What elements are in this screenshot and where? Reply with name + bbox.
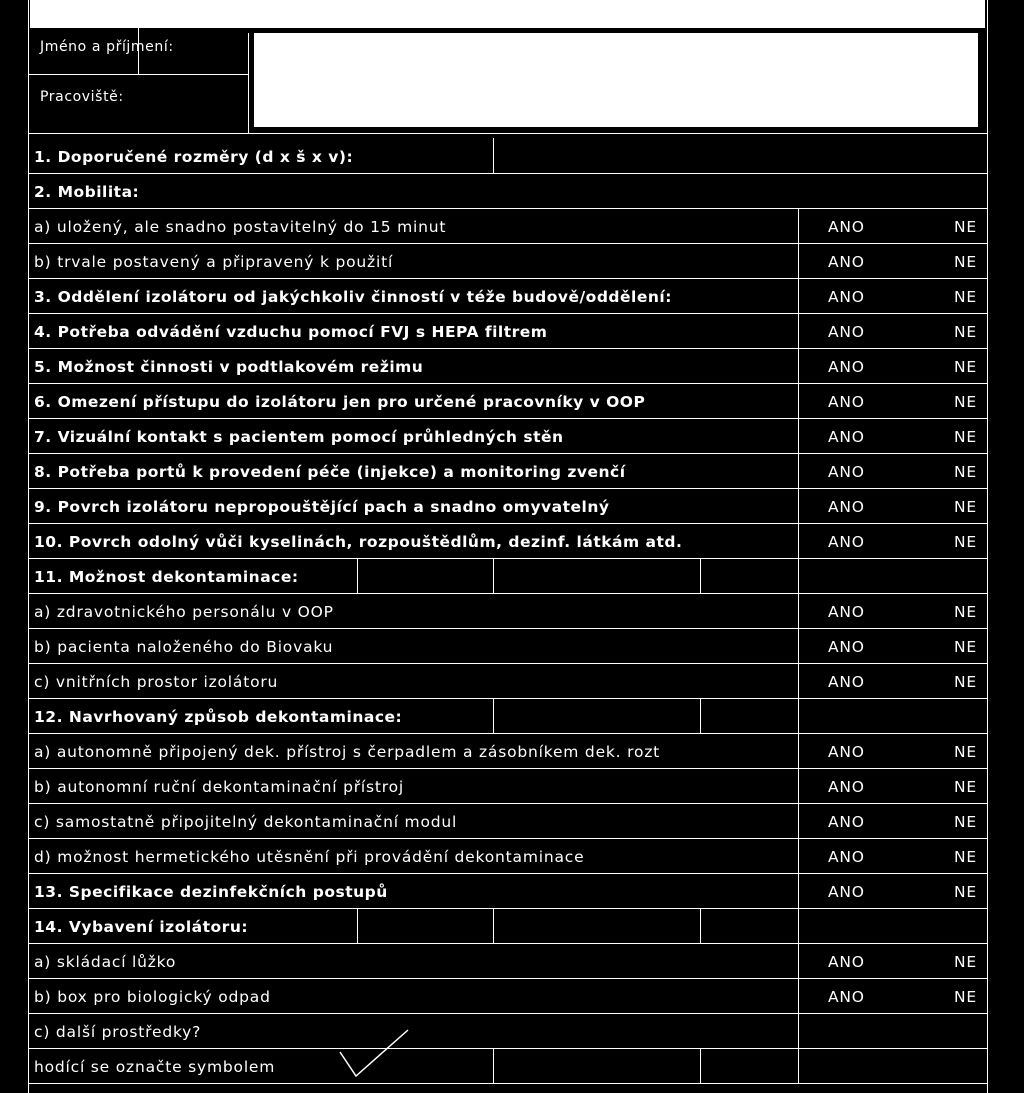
answer-column-divider: [798, 978, 799, 1013]
row-divider: [28, 1083, 987, 1084]
empty-cell-divider: [493, 138, 494, 173]
header-divider: [248, 33, 249, 133]
answer-no-option[interactable]: NE: [954, 498, 977, 516]
answer-yes-option[interactable]: ANO: [828, 498, 865, 516]
row-divider: [28, 733, 987, 734]
answer-yes-option[interactable]: ANO: [828, 428, 865, 446]
row-label: 14. Vybavení izolátoru:: [34, 918, 249, 936]
row-label: b) trvale postavený a připravený k použití: [34, 253, 394, 271]
left-border: [28, 0, 29, 1093]
row-label: hodící se označte symbolem: [34, 1058, 276, 1076]
empty-cell-divider: [798, 1048, 799, 1083]
answer-column-divider: [798, 488, 799, 523]
answer-no-option[interactable]: NE: [954, 778, 977, 796]
row-divider: [28, 663, 987, 664]
row-label: c) vnitřních prostor izolátoru: [34, 673, 279, 691]
empty-cell-divider: [700, 908, 701, 943]
answer-column-divider: [798, 873, 799, 908]
empty-cell-divider: [798, 1013, 799, 1048]
row-divider: [28, 1013, 987, 1014]
empty-cell-divider: [493, 908, 494, 943]
answer-yes-option[interactable]: ANO: [828, 323, 865, 341]
empty-cell-divider: [700, 558, 701, 593]
empty-cell-divider: [493, 698, 494, 733]
row-divider: [28, 908, 987, 909]
row-label: 3. Oddělení izolátoru od jakýchkoliv činností v téže budově/oddělení:: [34, 288, 672, 306]
empty-cell-divider: [493, 1048, 494, 1083]
row-label: 5. Možnost činnosti v podtlakovém režimu: [34, 358, 424, 376]
answer-yes-option[interactable]: ANO: [828, 358, 865, 376]
answer-yes-option[interactable]: ANO: [828, 393, 865, 411]
answer-column-divider: [798, 768, 799, 803]
answer-no-option[interactable]: NE: [954, 988, 977, 1006]
answer-no-option[interactable]: NE: [954, 743, 977, 761]
row-label: c) samostatně připojitelný dekontaminační modul: [34, 813, 458, 831]
answer-yes-option[interactable]: ANO: [828, 253, 865, 271]
answer-no-option[interactable]: NE: [954, 848, 977, 866]
row-divider: [28, 418, 987, 419]
row-divider: [28, 208, 987, 209]
empty-cell-divider: [357, 908, 358, 943]
answer-column-divider: [798, 383, 799, 418]
answer-no-option[interactable]: NE: [954, 463, 977, 481]
row-label: 6. Omezení přístupu do izolátoru jen pro určené pracovníky v OOP: [34, 393, 646, 411]
answer-column-divider: [798, 278, 799, 313]
answer-column-divider: [798, 663, 799, 698]
answer-no-option[interactable]: NE: [954, 393, 977, 411]
row-divider: [28, 803, 987, 804]
answer-yes-option[interactable]: ANO: [828, 813, 865, 831]
answer-column-divider: [798, 208, 799, 243]
header-row-line: [28, 74, 248, 75]
answer-yes-option[interactable]: ANO: [828, 603, 865, 621]
empty-cell-divider: [357, 558, 358, 593]
row-label: b) autonomní ruční dekontaminační přístroj: [34, 778, 405, 796]
answer-column-divider: [798, 628, 799, 663]
row-divider: [28, 768, 987, 769]
answer-column-divider: [798, 453, 799, 488]
answer-no-option[interactable]: NE: [954, 358, 977, 376]
row-divider: [28, 1048, 987, 1049]
row-divider: [28, 348, 987, 349]
answer-column-divider: [798, 803, 799, 838]
answer-column-divider: [798, 313, 799, 348]
row-label: d) možnost hermetického utěsnění při provádění dekontaminace: [34, 848, 585, 866]
empty-cell-divider: [798, 698, 799, 733]
row-label: 1. Doporučené rozměry (d x š x v):: [34, 148, 354, 166]
empty-cell-divider: [798, 558, 799, 593]
answer-column-divider: [798, 418, 799, 453]
row-divider: [28, 943, 987, 944]
answer-yes-option[interactable]: ANO: [828, 218, 865, 236]
workplace-label: Pracoviště:: [40, 89, 124, 105]
row-divider: [28, 873, 987, 874]
answer-no-option[interactable]: NE: [954, 218, 977, 236]
answer-column-divider: [798, 733, 799, 768]
answer-column-divider: [798, 523, 799, 558]
row-divider: [28, 173, 987, 174]
header-bottom-line: [28, 133, 987, 134]
row-divider: [28, 523, 987, 524]
answer-yes-option[interactable]: ANO: [828, 988, 865, 1006]
answer-yes-option[interactable]: ANO: [828, 638, 865, 656]
empty-cell-divider: [700, 1048, 701, 1083]
answer-no-option[interactable]: NE: [954, 953, 977, 971]
answer-column-divider: [798, 243, 799, 278]
row-label: 8. Potřeba portů k provedení péče (injekce) a monitoring zvenčí: [34, 463, 626, 481]
answer-column-divider: [798, 943, 799, 978]
row-label: a) autonomně připojený dek. přístroj s čerpadlem a zásobníkem dek. rozt: [34, 743, 661, 761]
answer-no-option[interactable]: NE: [954, 533, 977, 551]
answer-no-option[interactable]: NE: [954, 323, 977, 341]
answer-yes-option[interactable]: ANO: [828, 743, 865, 761]
row-label: 10. Povrch odolný vůči kyselinách, rozpouštědlům, dezinf. látkám atd.: [34, 533, 683, 551]
answer-column-divider: [798, 838, 799, 873]
answer-no-option[interactable]: NE: [954, 813, 977, 831]
row-label: 4. Potřeba odvádění vzduchu pomocí FVJ s HEPA filtrem: [34, 323, 548, 341]
row-divider: [28, 698, 987, 699]
checkmark-icon: [338, 1028, 412, 1080]
row-label: 7. Vizuální kontakt s pacientem pomocí průhledných stěn: [34, 428, 564, 446]
row-label: 2. Mobilita:: [34, 183, 140, 201]
answer-column-divider: [798, 348, 799, 383]
answer-yes-option[interactable]: ANO: [828, 463, 865, 481]
row-divider: [28, 313, 987, 314]
row-divider: [28, 838, 987, 839]
row-label: 13. Specifikace dezinfekčních postupů: [34, 883, 388, 901]
row-divider: [28, 243, 987, 244]
row-divider: [28, 558, 987, 559]
answer-yes-option[interactable]: ANO: [828, 288, 865, 306]
answer-no-option[interactable]: NE: [954, 883, 977, 901]
answer-no-option[interactable]: NE: [954, 288, 977, 306]
answer-yes-option[interactable]: ANO: [828, 533, 865, 551]
row-divider: [28, 453, 987, 454]
answer-yes-option[interactable]: ANO: [828, 883, 865, 901]
row-label: 9. Povrch izolátoru nepropouštějící pach a snadno omyvatelný: [34, 498, 610, 516]
row-divider: [28, 383, 987, 384]
name-label: Jméno a příjmení:: [40, 39, 174, 55]
empty-cell-divider: [798, 908, 799, 943]
empty-cell-divider: [493, 558, 494, 593]
row-label: b) box pro biologický odpad: [34, 988, 271, 1006]
answer-no-option[interactable]: NE: [954, 428, 977, 446]
row-label: 12. Navrhovaný způsob dekontaminace:: [34, 708, 403, 726]
row-label: a) skládací lůžko: [34, 953, 177, 971]
answer-yes-option[interactable]: ANO: [828, 778, 865, 796]
row-divider: [28, 593, 987, 594]
row-divider: [28, 488, 987, 489]
top-white-bar: [30, 0, 985, 28]
answer-no-option[interactable]: NE: [954, 638, 977, 656]
row-label: a) uložený, ale snadno postavitelný do 15 minut: [34, 218, 447, 236]
answer-no-option[interactable]: NE: [954, 253, 977, 271]
row-label: c) další prostředky?: [34, 1023, 202, 1041]
row-divider: [28, 278, 987, 279]
row-label: 11. Možnost dekontaminace:: [34, 568, 299, 586]
row-divider: [28, 628, 987, 629]
right-border: [987, 0, 988, 1093]
answer-column-divider: [798, 593, 799, 628]
row-label: b) pacienta naloženého do Biovaku: [34, 638, 334, 656]
answer-no-option[interactable]: NE: [954, 603, 977, 621]
name-workplace-entry-box[interactable]: [254, 33, 978, 127]
empty-cell-divider: [700, 698, 701, 733]
answer-yes-option[interactable]: ANO: [828, 953, 865, 971]
answer-yes-option[interactable]: ANO: [828, 848, 865, 866]
row-label: a) zdravotnického personálu v OOP: [34, 603, 334, 621]
answer-yes-option[interactable]: ANO: [828, 673, 865, 691]
row-divider: [28, 978, 987, 979]
answer-no-option[interactable]: NE: [954, 673, 977, 691]
